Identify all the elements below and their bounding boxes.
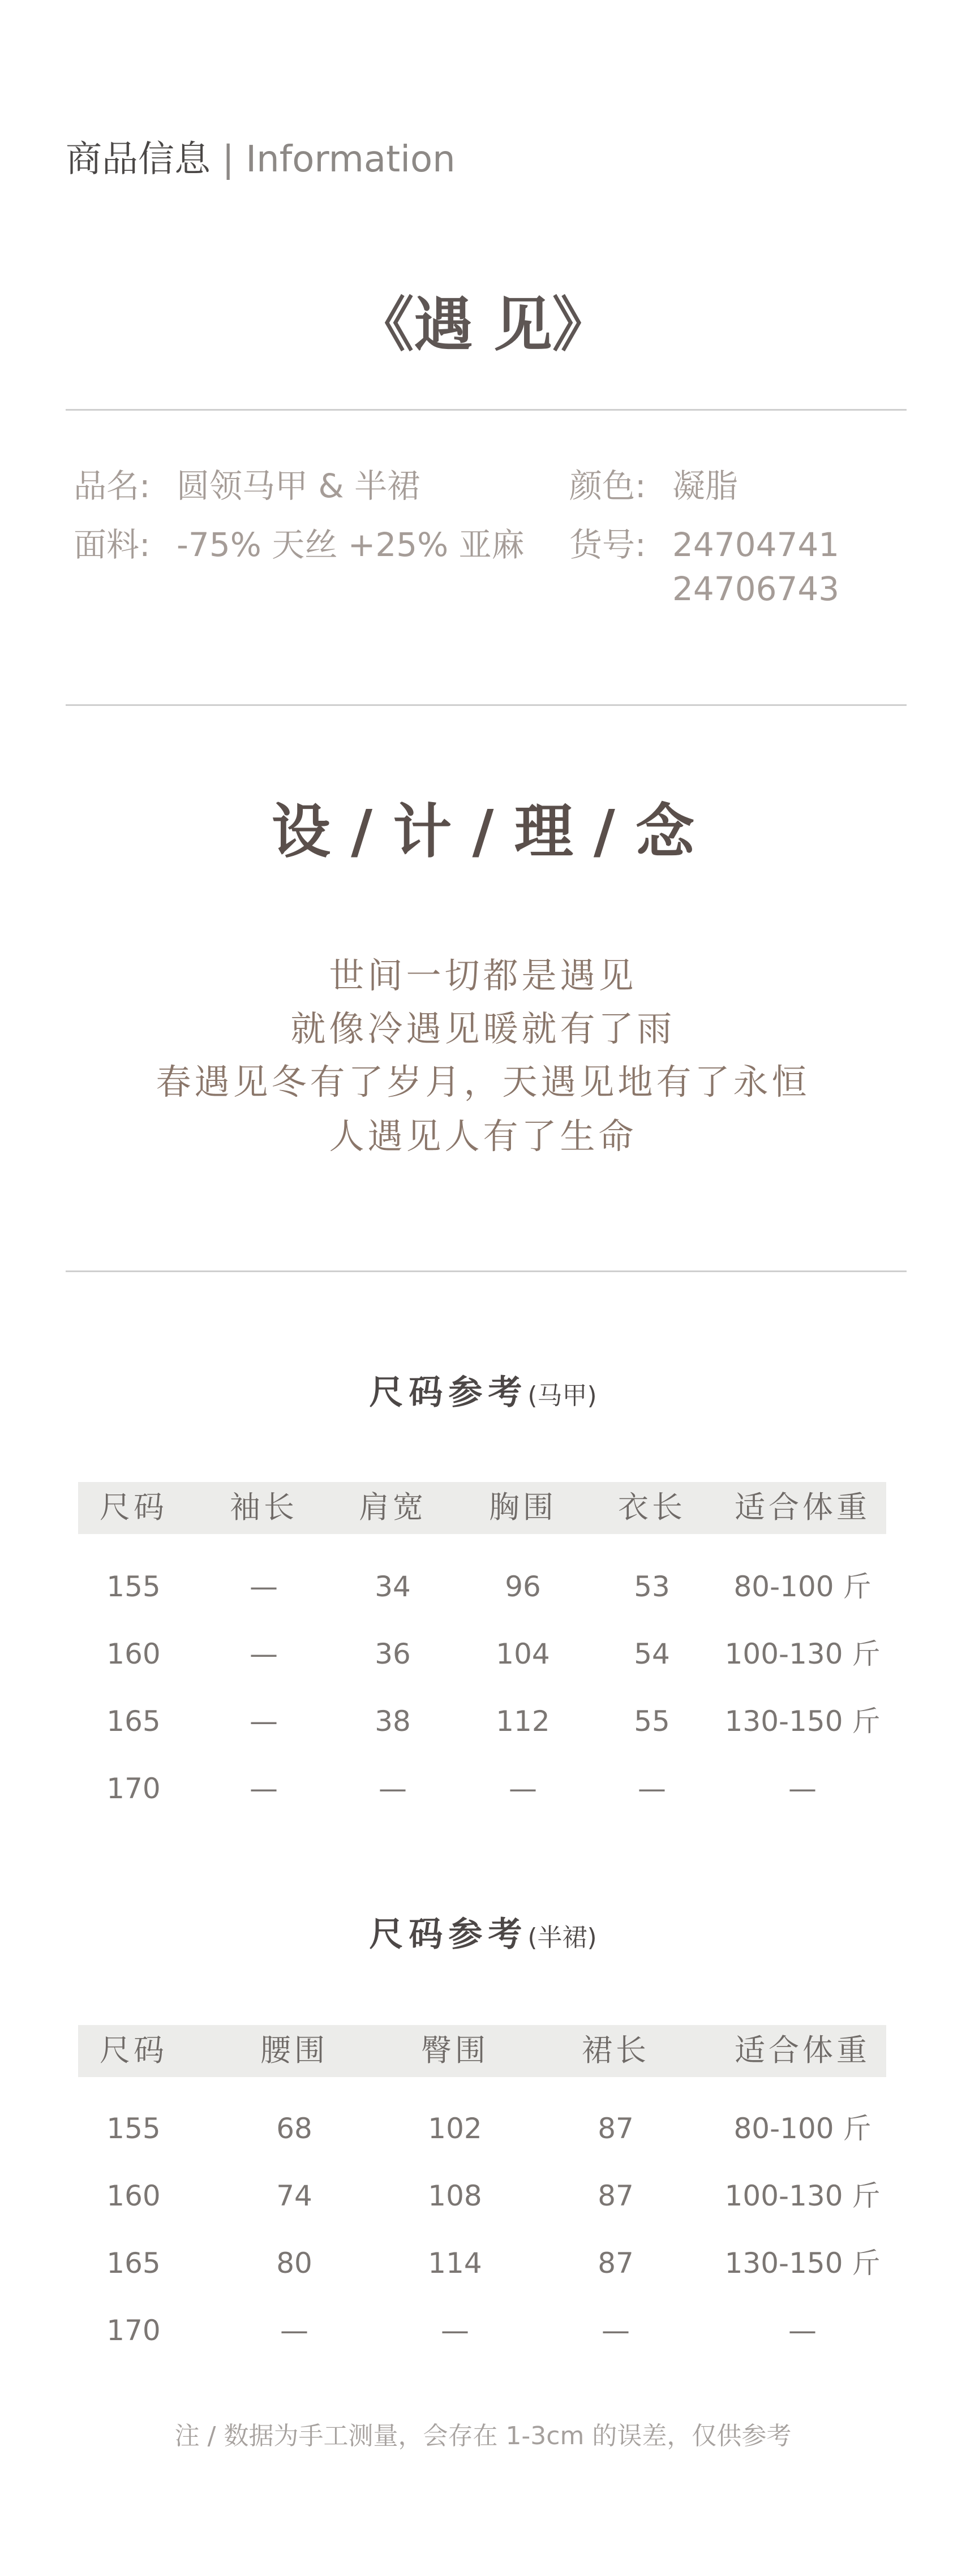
table-cell: — bbox=[509, 1772, 537, 1805]
vest-size-heading bbox=[0, 1373, 966, 1412]
table-cell: — bbox=[602, 2314, 630, 2347]
section-title-separator: | bbox=[222, 139, 234, 180]
table-cell: 114 bbox=[428, 2247, 482, 2280]
table-cell: — bbox=[441, 2314, 469, 2347]
column-header: 袖长 bbox=[230, 1489, 298, 1525]
table-cell: 68 bbox=[276, 2112, 312, 2145]
table-cell: 160 bbox=[106, 1638, 161, 1670]
table-cell: 112 bbox=[496, 1705, 550, 1738]
section-title bbox=[66, 141, 456, 178]
name-label: 品名: bbox=[74, 467, 151, 505]
color-value: 凝脂 bbox=[672, 467, 739, 505]
column-header: 肩宽 bbox=[359, 1489, 427, 1525]
table-cell: 170 bbox=[106, 1772, 161, 1805]
table-cell: 54 bbox=[634, 1638, 670, 1670]
table-cell: 80-100 斤 bbox=[733, 2112, 871, 2145]
fabric-label: 面料: bbox=[74, 525, 151, 564]
name-value: 圆领马甲 & 半裙 bbox=[177, 467, 420, 505]
vest-table-header bbox=[78, 1482, 886, 1534]
table-cell: — bbox=[280, 2314, 308, 2347]
column-header: 尺码 bbox=[100, 2032, 168, 2068]
table-cell: 74 bbox=[276, 2179, 312, 2212]
concept-line: 世间一切都是遇见 bbox=[329, 955, 637, 996]
divider bbox=[66, 704, 907, 706]
table-cell: 53 bbox=[634, 1570, 670, 1603]
skirt-size-heading-title: 尺码参考 bbox=[369, 1915, 528, 1954]
concept-title: 设 / 计 / 理 / 念 bbox=[271, 796, 695, 866]
vest-size-heading-sub: (马甲) bbox=[527, 1381, 597, 1410]
table-cell: 100-130 斤 bbox=[724, 1638, 881, 1670]
column-header: 衣长 bbox=[618, 1489, 686, 1525]
sku-value-1: 24704741 bbox=[672, 525, 840, 564]
table-cell: — bbox=[379, 1772, 407, 1805]
color-label: 颜色: bbox=[569, 467, 646, 505]
vest-size-heading-title: 尺码参考 bbox=[369, 1373, 528, 1412]
table-cell: 36 bbox=[375, 1638, 411, 1670]
table-cell: 130-150 斤 bbox=[724, 1705, 881, 1738]
section-title-cn: 商品信息 bbox=[66, 139, 211, 180]
table-cell: 102 bbox=[428, 2112, 482, 2145]
skirt-table-header bbox=[78, 2025, 886, 2077]
work-title: 《遇 见》 bbox=[355, 290, 611, 359]
table-cell: — bbox=[788, 1772, 817, 1805]
table-cell: 108 bbox=[428, 2179, 482, 2212]
fabric-value: -75% 天丝 +25% 亚麻 bbox=[177, 525, 525, 564]
table-cell: 170 bbox=[106, 2314, 161, 2347]
table-cell: — bbox=[638, 1772, 666, 1805]
table-cell: 100-130 斤 bbox=[724, 2179, 881, 2212]
column-header: 适合体重 bbox=[735, 2032, 870, 2068]
sku-value-2: 24706743 bbox=[672, 570, 840, 608]
column-header: 适合体重 bbox=[735, 1489, 870, 1525]
table-cell: 87 bbox=[598, 2179, 634, 2212]
column-header: 腰围 bbox=[260, 2032, 328, 2068]
divider bbox=[66, 1270, 907, 1272]
column-header: 尺码 bbox=[100, 1489, 168, 1525]
column-header: 胸围 bbox=[489, 1489, 557, 1525]
table-cell: — bbox=[250, 1570, 278, 1603]
table-cell: — bbox=[250, 1705, 278, 1738]
table-cell: 130-150 斤 bbox=[724, 2247, 881, 2280]
skirt-size-heading-sub: (半裙) bbox=[527, 1923, 597, 1952]
table-cell: 104 bbox=[496, 1638, 550, 1670]
column-header: 臀围 bbox=[421, 2032, 489, 2068]
table-cell: 80 bbox=[276, 2247, 312, 2280]
table-cell: 165 bbox=[106, 1705, 161, 1738]
table-cell: 96 bbox=[505, 1570, 541, 1603]
table-cell: 80-100 斤 bbox=[733, 1570, 871, 1603]
table-cell: 160 bbox=[106, 2179, 161, 2212]
section-title-en: Information bbox=[246, 139, 456, 180]
table-cell: 165 bbox=[106, 2247, 161, 2280]
concept-line: 人遇见人有了生命 bbox=[329, 1115, 637, 1157]
column-header: 裙长 bbox=[582, 2032, 650, 2068]
divider bbox=[66, 409, 907, 411]
table-cell: 87 bbox=[598, 2247, 634, 2280]
skirt-size-heading bbox=[0, 1915, 966, 1954]
table-cell: 87 bbox=[598, 2112, 634, 2145]
table-cell: 38 bbox=[375, 1705, 411, 1738]
measurement-note: 注 / 数据为手工测量，会存在 1-3cm 的误差，仅供参考 bbox=[174, 2422, 792, 2450]
table-cell: — bbox=[250, 1638, 278, 1670]
table-cell: 155 bbox=[106, 1570, 161, 1603]
concept-line: 春遇见冬有了岁月，天遇见地有了永恒 bbox=[156, 1061, 810, 1102]
table-cell: 55 bbox=[634, 1705, 670, 1738]
table-cell: — bbox=[250, 1772, 278, 1805]
table-cell: — bbox=[788, 2314, 817, 2347]
table-cell: 34 bbox=[375, 1570, 411, 1603]
table-cell: 155 bbox=[106, 2112, 161, 2145]
concept-line: 就像冷遇见暖就有了雨 bbox=[290, 1008, 676, 1049]
sku-label: 货号: bbox=[569, 525, 646, 564]
